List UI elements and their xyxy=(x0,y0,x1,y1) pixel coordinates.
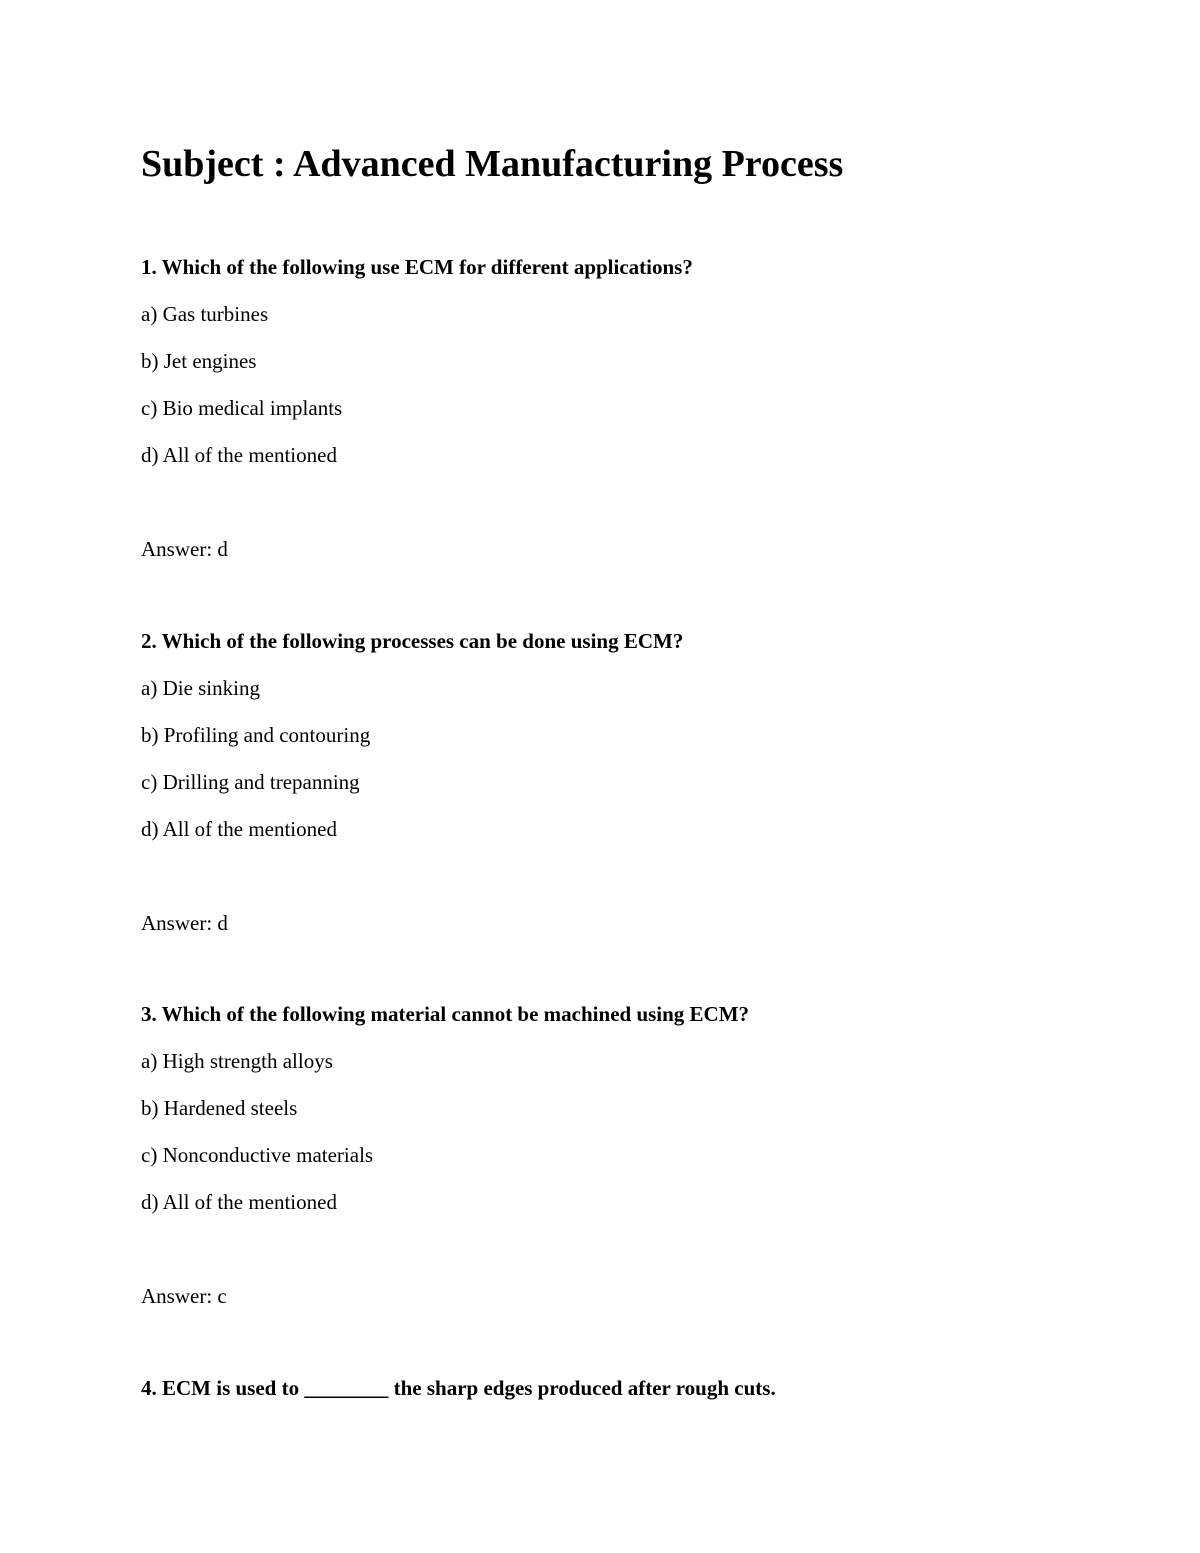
option-a: a) High strength alloys xyxy=(141,1049,333,1073)
option-d: d) All of the mentioned xyxy=(141,817,337,841)
question-2 xyxy=(141,627,1041,937)
answer: Answer: c xyxy=(141,1284,227,1308)
option-c: c) Bio medical implants xyxy=(141,396,343,420)
option-b: b) Profiling and contouring xyxy=(141,723,371,747)
option-a: a) Die sinking xyxy=(141,676,260,700)
question-text: 2. Which of the following processes can be done using ECM? xyxy=(141,629,684,653)
question-4 xyxy=(141,1374,1041,1402)
option-c: c) Nonconductive materials xyxy=(141,1143,374,1167)
option-b: b) Jet engines xyxy=(141,349,257,373)
option-b: b) Hardened steels xyxy=(141,1096,298,1120)
option-d: d) All of the mentioned xyxy=(141,1190,337,1214)
answer: Answer: d xyxy=(141,911,228,935)
answer: Answer: d xyxy=(141,537,228,561)
option-d: d) All of the mentioned xyxy=(141,443,337,467)
question-1 xyxy=(141,253,1041,563)
page-title: Subject : Advanced Manufacturing Process xyxy=(141,143,844,185)
question-3 xyxy=(141,1000,1041,1310)
question-text: 3. Which of the following material cannot be machined using ECM? xyxy=(141,1002,750,1026)
question-text: 4. ECM is used to ________ the sharp edges produced after rough cuts. xyxy=(141,1376,776,1400)
option-a: a) Gas turbines xyxy=(141,302,269,326)
question-text: 1. Which of the following use ECM for different applications? xyxy=(141,255,693,279)
option-c: c) Drilling and trepanning xyxy=(141,770,360,794)
